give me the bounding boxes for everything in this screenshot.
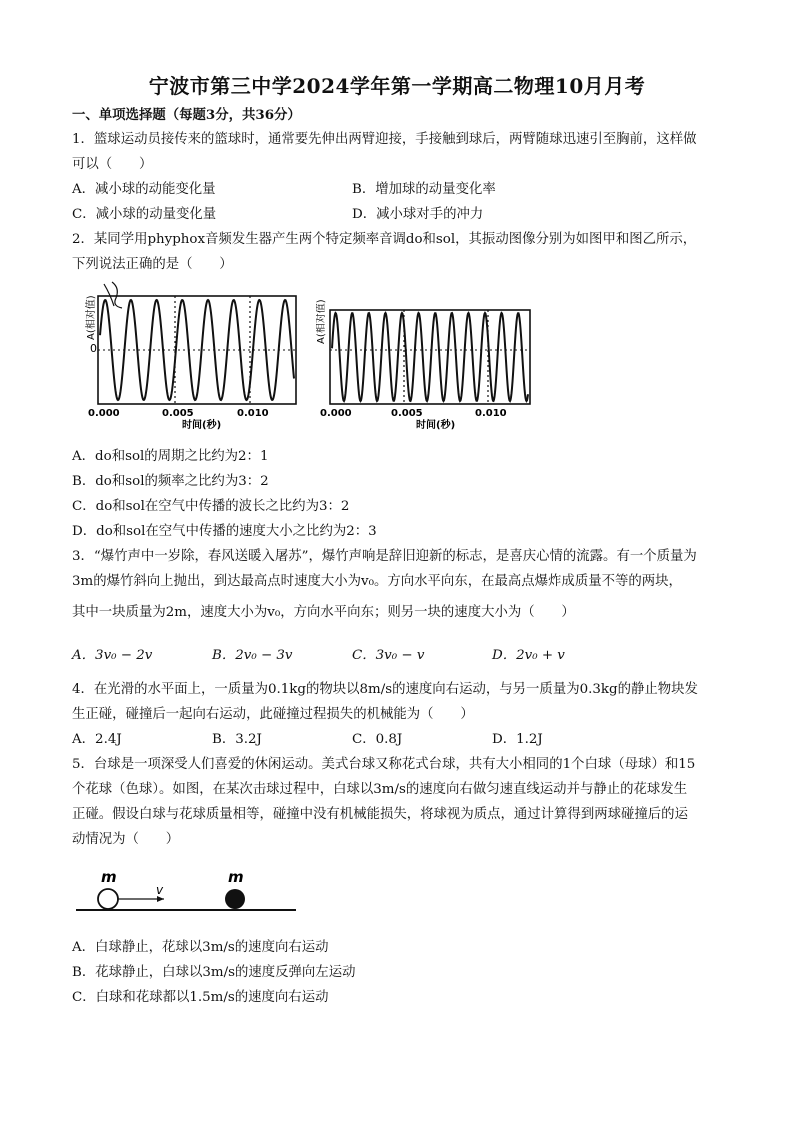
q2-stem-line1: 2．某同学用phyphox音频发生器产生两个特定频率音调do和sol，其振动图像分别为如图甲和图乙所示， xyxy=(72,232,697,247)
q2-option-a: A．do和sol的周期之比约为2：1 xyxy=(72,449,269,464)
q2-option-c: C．do和sol在空气中传播的波长之比约为3：2 xyxy=(72,499,350,514)
sol-tick-0000: 0.000 xyxy=(320,408,352,419)
q3-option-a: A．3v₀ − 2v xyxy=(72,648,153,663)
q4-stem-line1: 4．在光滑的水平面上，一质量为0.1kg的物块以8m/s的速度向右运动，与另一质量为0.3kg的静止物块发 xyxy=(72,682,698,697)
do-tick-0005: 0.005 xyxy=(162,408,194,419)
page-title: 宁波市第三中学2024学年第一学期高二物理10月月考 xyxy=(148,74,646,98)
q1-option-c: C．减小球的动量变化量 xyxy=(72,207,217,222)
q3-stem-line1: 3．“爆竹声中一岁除，春风送暖入屠苏”，爆竹声响是辞旧迎新的标志，是喜庆心情的流露。有一个质量为 xyxy=(72,549,697,564)
sol-tick-0010: 0.010 xyxy=(475,408,507,419)
do-x-axis-label: 时间(秒) xyxy=(182,420,222,430)
do-y-axis-label: A(相对值) xyxy=(86,295,97,340)
q5-option-a: A．白球静止，花球以3m/s的速度向右运动 xyxy=(72,940,329,955)
q1-option-b: B．增加球的动量变化率 xyxy=(352,182,496,197)
colored-ball-mass-label: m xyxy=(228,868,244,886)
sol-tick-0005: 0.005 xyxy=(391,408,423,419)
q1-stem-line1: 1．篮球运动员接传来的篮球时，通常要先伸出两臂迎接，手接触到球后，两臂随球迅速引至胸前，这样做 xyxy=(72,132,697,147)
q4-option-a: A．2.4J xyxy=(72,732,122,747)
q2-stem-line2: 下列说法正确的是（ ） xyxy=(72,257,233,272)
q4-option-d: D．1.2J xyxy=(492,732,543,747)
sol-y-axis-label: A(相对值) xyxy=(316,299,327,344)
q3-option-d: D．2v₀ + v xyxy=(492,648,565,663)
q3-stem-line3: 其中一块质量为2m，速度大小为v₀，方向水平向东；则另一块的速度大小为（ ） xyxy=(72,605,575,620)
colored-ball xyxy=(225,889,245,909)
do-tick-0010: 0.010 xyxy=(237,408,269,419)
do-tick-0000: 0.000 xyxy=(88,408,120,419)
q5-option-b: B．花球静止，白球以3m/s的速度反弹向左运动 xyxy=(72,965,356,980)
q4-option-b: B．3.2J xyxy=(212,732,262,747)
q5-stem-line2: 个花球（色球）。如图，在某次击球过程中，白球以3m/s的速度向右做匀速直线运动并与静止的花球发生 xyxy=(72,782,688,797)
q4-option-c: C．0.8J xyxy=(352,732,403,747)
sol-waveform-line xyxy=(332,313,528,401)
q5-stem-line3: 正碰。假设白球与花球质量相等，碰撞中没有机械能损失，将球视为质点，通过计算得到两球碰撞后的运 xyxy=(72,807,688,822)
q1-stem-line2: 可以（ ） xyxy=(72,157,153,172)
velocity-label: v xyxy=(156,883,164,897)
do-origin-label: 0 xyxy=(90,342,97,355)
q1-option-d: D．减小球对手的冲力 xyxy=(352,207,484,222)
q3-option-c: C．3v₀ − v xyxy=(352,648,425,663)
q5-stem-line1: 5．台球是一项深受人们喜爱的休闲运动。美式台球又称花式台球，共有大小相同的1个白球（母球）和15 xyxy=(72,757,696,772)
q5-option-c: C．白球和花球都以1.5m/s的速度向右运动 xyxy=(72,990,329,1005)
sol-waveform-figure xyxy=(316,280,546,430)
q2-option-b: B．do和sol的频率之比约为3：2 xyxy=(72,474,269,489)
billiard-collision-figure xyxy=(72,862,302,918)
q3-stem-line2: 3m的爆竹斜向上抛出，到达最高点时速度大小为v₀。方向水平向东，在最高点爆炸成质量不等的两块， xyxy=(72,574,682,589)
q4-stem-line2: 生正碰，碰撞后一起向右运动，此碰撞过程损失的机械能为（ ） xyxy=(72,707,474,722)
white-ball-mass-label: m xyxy=(101,868,117,886)
sol-x-axis-label: 时间(秒) xyxy=(416,420,456,430)
section-heading: 一、单项选择题（每题3分，共36分） xyxy=(72,107,301,123)
q3-option-b: B．2v₀ − 3v xyxy=(212,648,293,663)
white-ball xyxy=(98,889,118,909)
q5-stem-line4: 动情况为（ ） xyxy=(72,832,180,847)
q1-option-a: A．减小球的动能变化量 xyxy=(72,182,216,197)
q2-option-d: D．do和sol在空气中传播的速度大小之比约为2：3 xyxy=(72,524,377,539)
do-waveform-figure xyxy=(84,280,314,430)
